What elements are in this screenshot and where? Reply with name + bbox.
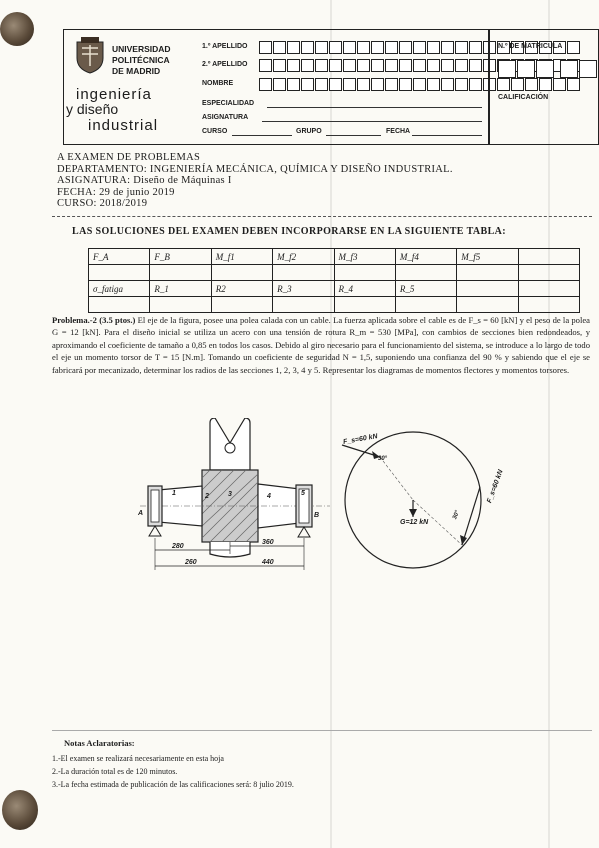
matricula-boxes[interactable]	[498, 60, 598, 78]
student-header	[63, 29, 599, 145]
calificacion-label: CALIFICACIÓN	[498, 94, 549, 101]
angle-label-2: 30°	[452, 509, 461, 521]
section-1-label: 1	[172, 490, 176, 497]
field-label-curso: CURSO	[202, 128, 228, 135]
dim-280: 280	[172, 543, 184, 550]
school-logo: ingeniería y diseño industrial	[66, 86, 159, 134]
cell-empty[interactable]	[457, 281, 518, 297]
support-a-label: A	[138, 510, 144, 517]
cell-mf3[interactable]: M_f3	[334, 249, 395, 265]
cell-empty[interactable]	[518, 281, 579, 297]
cell-mf2[interactable]: M_f2	[273, 249, 334, 265]
note-item: 1.-El examen se realizará necesariamente en esta hoja	[52, 754, 224, 763]
table-row	[89, 265, 580, 281]
matricula-label: N.º DE MATRICULA	[498, 43, 563, 50]
field-label-apellido1: 1.º APELLIDO	[202, 43, 248, 50]
fecha-line[interactable]	[412, 135, 482, 136]
solutions-heading: LAS SOLUCIONES DEL EXAMEN DEBEN INCORPORARSE EN LA SIGUIENTE TABLA:	[72, 226, 507, 237]
force-diagram	[330, 425, 530, 585]
dim-360: 360	[262, 539, 274, 546]
exam-info	[57, 152, 453, 210]
exam-title: A EXAMEN DE PROBLEMAS	[57, 152, 201, 163]
table-row	[89, 281, 580, 297]
problem-body: El eje de la figura, posee una polea calada con un cable. La fuerza aplicada sobre el cable es de F_s = 60 [kN] y el peso de la polea G = 12 [kN]. Para el diseño inicial se utiliza un acero con una tensión de rotura R_m = 530 [MPa], con cambios de secciones bien redondeados, y aproximando el coeficiente de tamaño a 0,85 en todos los casos. Debido al giro necesario para el funcionamiento del sistema, se introduce a lo largo de todo el eje un momento torsor de T = 15 [N.m]. Tomando un coeficiente de seguridad N = 1,5, suponiendo una confianza del 90 % y sabiendo que el eje se fabricará por mecanizado, determinar los radios de las secciones 1, 2, 3, 4 y 5. Representar los diagramas de momentos flectores y momentos torsores.	[52, 315, 590, 375]
cell-r5[interactable]: R_5	[395, 281, 456, 297]
notes-heading: Notas Aclaratorias:	[64, 738, 135, 748]
section-2-label: 2	[205, 493, 209, 500]
cell-mf5[interactable]: M_f5	[457, 249, 518, 265]
force-label-fs1: F_s=60 kN	[342, 433, 379, 446]
asignatura-line[interactable]	[262, 121, 482, 122]
notes-separator	[52, 730, 592, 731]
problem-title: Problema.-2 (3.5 ptos.)	[52, 315, 136, 325]
cell-fb[interactable]: F_B	[150, 249, 211, 265]
cell-fa[interactable]: F_A	[89, 249, 150, 265]
cell-r2[interactable]: R2	[211, 281, 272, 297]
cell-sigma[interactable]: σ_fatiga	[89, 281, 150, 297]
field-label-grupo: GRUPO	[296, 128, 322, 135]
grupo-line[interactable]	[326, 135, 381, 136]
support-b-label: B	[314, 512, 320, 519]
field-label-nombre: NOMBRE	[202, 80, 234, 87]
separator-line	[52, 216, 592, 217]
exam-date: FECHA: 29 de junio 2019	[57, 186, 175, 198]
note-item: 3.-La fecha estimada de publicación de las calificaciones será: 8 julio 2019.	[52, 780, 294, 789]
table-row	[89, 249, 580, 265]
section-3-label: 3	[228, 491, 232, 498]
field-label-especialidad: ESPECIALIDAD	[202, 100, 255, 107]
cell-r4[interactable]: R_4	[334, 281, 395, 297]
cell-r3[interactable]: R_3	[273, 281, 334, 297]
upm-crest-icon	[74, 36, 106, 74]
solutions-table	[88, 248, 580, 313]
field-label-apellido2: 2.º APELLIDO	[202, 61, 248, 68]
note-item: 2.-La duración total es de 120 minutos.	[52, 767, 178, 776]
dim-440: 440	[262, 559, 274, 566]
binder-hole-top	[0, 12, 34, 46]
university-name: UNIVERSIDAD POLITÉCNICA DE MADRID	[112, 44, 171, 76]
field-label-asignatura: ASIGNATURA	[202, 114, 249, 121]
especialidad-line[interactable]	[267, 107, 482, 108]
field-label-fecha: FECHA	[386, 128, 411, 135]
nombre-boxes[interactable]	[259, 78, 581, 91]
section-4-label: 4	[267, 493, 271, 500]
angle-label-1: 30°	[378, 456, 388, 462]
force-label-fs2: F_s=60 kN	[486, 468, 505, 505]
weight-label: G=12 kN	[400, 519, 429, 526]
shaft-figure	[140, 418, 330, 588]
section-5-label: 5	[301, 490, 305, 497]
cell-mf4[interactable]: M_f4	[395, 249, 456, 265]
notes-section	[52, 737, 294, 791]
table-row	[89, 297, 580, 313]
cell-mf1[interactable]: M_f1	[211, 249, 272, 265]
header-divider	[488, 30, 490, 144]
exam-subject: ASIGNATURA: Diseño de Máquinas I	[57, 175, 232, 186]
problem-statement	[52, 314, 590, 376]
binder-hole-bottom	[2, 790, 38, 830]
exam-course: CURSO: 2018/2019	[57, 198, 148, 209]
cell-r1[interactable]: R_1	[150, 281, 211, 297]
curso-line[interactable]	[232, 135, 292, 136]
exam-department: DEPARTAMENTO: INGENIERÍA MECÁNICA, QUÍMICA Y DISEÑO INDUSTRIAL.	[57, 163, 453, 175]
cell-empty[interactable]	[518, 249, 579, 265]
dim-260: 260	[185, 559, 197, 566]
